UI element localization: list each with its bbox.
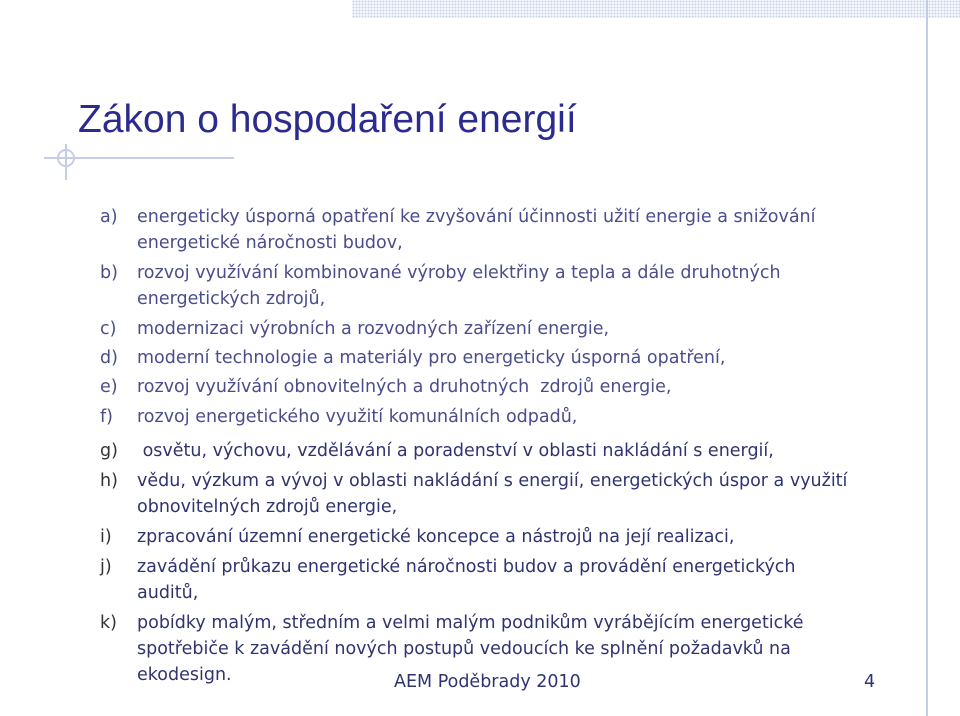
slide-footer: AEM Poděbrady 2010 xyxy=(394,672,581,692)
list-item-d xyxy=(100,345,900,371)
list-item-letter: k) xyxy=(100,613,117,633)
list-item-text: vědu, výzkum a vývoj v oblasti nakládání s energií, energetických úspor a využití obnovitelných zdrojů energie, xyxy=(137,471,848,517)
list-item-text: zavádění průkazu energetické náročnosti budov a provádění energetických auditů, xyxy=(137,557,796,603)
slide-title: Zákon o hospodaření energií xyxy=(78,98,577,141)
list-item-letter: b) xyxy=(100,263,118,283)
list-item-letter: c) xyxy=(100,319,117,339)
list-item-letter: i) xyxy=(100,527,112,547)
list-item-a xyxy=(100,204,900,256)
right-edge-line xyxy=(926,0,928,716)
list-item-text: energeticky úsporná opatření ke zvyšování účinnosti užití energie a snižování energetické náročnosti budov, xyxy=(137,207,816,253)
list-item-text: rozvoj využívání obnovitelných a druhotných zdrojů energie, xyxy=(137,377,672,397)
list-item-j xyxy=(100,554,900,606)
list-item-text: moderní technologie a materiály pro energeticky úsporná opatření, xyxy=(137,348,726,368)
list-item-h xyxy=(100,468,900,520)
list-item-letter: g) xyxy=(100,441,118,461)
list-item-b xyxy=(100,260,900,312)
list-item-g xyxy=(100,438,900,464)
list-item-letter: j) xyxy=(100,557,112,577)
list-item-letter: e) xyxy=(100,377,118,397)
list-item-text: osvětu, výchovu, vzdělávání a poradenství v oblasti nakládání s energií, xyxy=(137,441,774,461)
list-item-letter: f) xyxy=(100,407,113,427)
list-item-f xyxy=(100,404,900,430)
page-number: 4 xyxy=(864,672,876,692)
list-item-e xyxy=(100,374,900,400)
list-item-letter: a) xyxy=(100,207,118,227)
list-item-letter: h) xyxy=(100,471,118,491)
list-item-i xyxy=(100,524,900,550)
list-item-text: rozvoj využívání kombinované výroby elektřiny a tepla a dále druhotných energetických zdrojů, xyxy=(137,263,781,309)
list-item-text: modernizaci výrobních a rozvodných zařízení energie, xyxy=(137,319,610,339)
list-item-letter: d) xyxy=(100,348,118,368)
dotted-header-band xyxy=(352,0,960,18)
list-item-c xyxy=(100,316,900,342)
list-item-text: pobídky malým, středním a velmi malým podnikům vyrábějícím energetické spotřebiče k zavádění nových postupů vedoucích ke splnění požadavků na ekodesign. xyxy=(137,613,804,685)
list-item-text: rozvoj energetického využití komunálních odpadů, xyxy=(137,407,578,427)
crosshair-decoration-icon xyxy=(44,142,244,182)
list-item-text: zpracování územní energetické koncepce a nástrojů na její realizaci, xyxy=(137,527,735,547)
